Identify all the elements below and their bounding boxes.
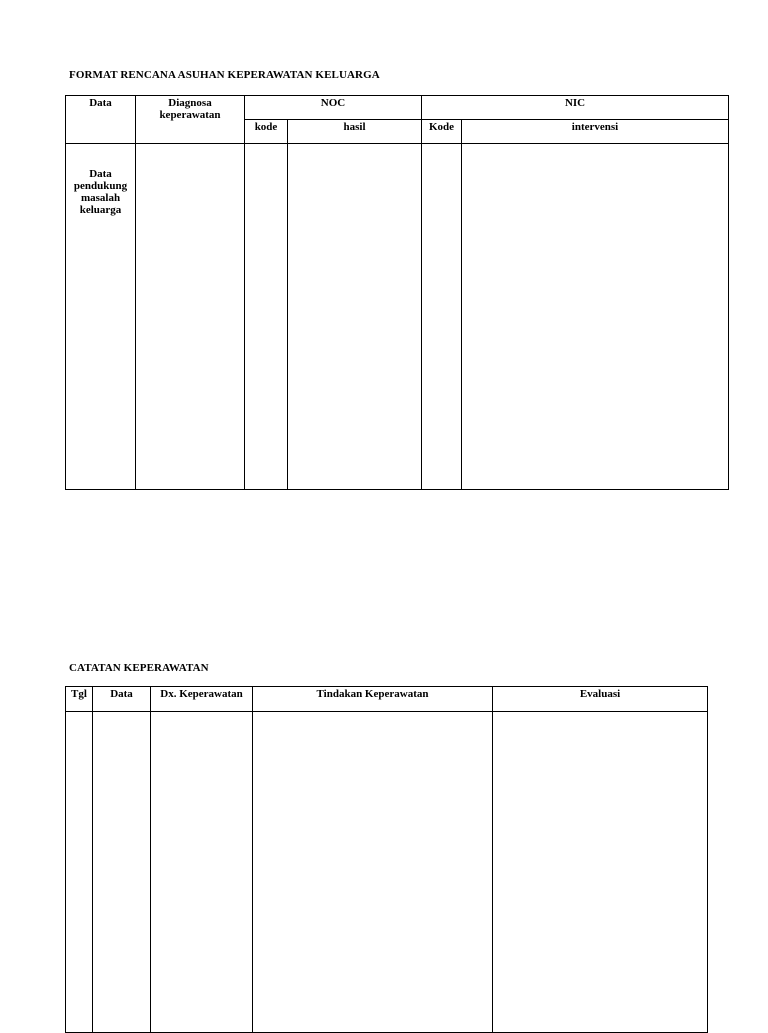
side-label-line1: Data <box>89 168 112 180</box>
header-tindakan-label: Tindakan Keperawatan <box>316 688 429 700</box>
header-diagnosa-line1: Diagnosa <box>168 97 212 109</box>
header-nic-kode-label: Kode <box>428 121 455 133</box>
header-data2 <box>93 687 151 712</box>
header-evaluasi <box>493 687 708 712</box>
header-diagnosa <box>136 96 245 144</box>
cell-noc-kode[interactable] <box>245 144 288 490</box>
header-noc-kode <box>245 120 288 144</box>
header-data-label: Data <box>89 97 112 109</box>
header-nic-kode <box>422 120 462 144</box>
header-nic-intervensi-label: intervensi <box>571 121 619 133</box>
cell-tgl[interactable] <box>66 712 93 1033</box>
header-nic <box>422 96 729 120</box>
cell-data2[interactable] <box>93 712 151 1033</box>
side-label-line2: pendukung <box>73 180 128 192</box>
header-nic-intervensi <box>462 120 729 144</box>
nursing-notes-title: CATATAN KEPERAWATAN <box>69 662 209 674</box>
nursing-notes-table <box>65 686 708 1033</box>
cell-data-pendukung <box>66 144 136 490</box>
cell-noc-hasil[interactable] <box>288 144 422 490</box>
header-noc-label: NOC <box>320 97 346 109</box>
side-label-line3: masalah <box>80 192 121 204</box>
header-tgl <box>66 687 93 712</box>
header-tgl-label: Tgl <box>71 688 87 700</box>
cell-nic-intervensi[interactable] <box>462 144 729 490</box>
cell-tindakan[interactable] <box>253 712 493 1033</box>
side-label-line4: keluarga <box>79 204 122 216</box>
care-plan-title: FORMAT RENCANA ASUHAN KEPERAWATAN KELUARGA <box>69 69 380 81</box>
header-noc <box>245 96 422 120</box>
care-plan-table <box>65 95 729 490</box>
cell-nic-kode[interactable] <box>422 144 462 490</box>
cell-dx[interactable] <box>151 712 253 1033</box>
header-dx-label: Dx. Keperawatan <box>160 688 243 700</box>
header-noc-kode-label: kode <box>254 121 278 133</box>
nursing-notes-header-row <box>66 687 708 712</box>
cell-evaluasi[interactable] <box>493 712 708 1033</box>
header-noc-hasil-label: hasil <box>343 121 366 133</box>
care-plan-body-row <box>66 144 729 490</box>
header-diagnosa-line2: keperawatan <box>159 109 221 121</box>
header-data2-label: Data <box>110 688 133 700</box>
cell-diagnosa[interactable] <box>136 144 245 490</box>
care-plan-header-row <box>66 96 729 120</box>
nursing-notes-body-row <box>66 712 708 1033</box>
header-tindakan <box>253 687 493 712</box>
header-evaluasi-label: Evaluasi <box>579 688 621 700</box>
header-data <box>66 96 136 144</box>
header-dx <box>151 687 253 712</box>
header-nic-label: NIC <box>564 97 586 109</box>
header-noc-hasil <box>288 120 422 144</box>
